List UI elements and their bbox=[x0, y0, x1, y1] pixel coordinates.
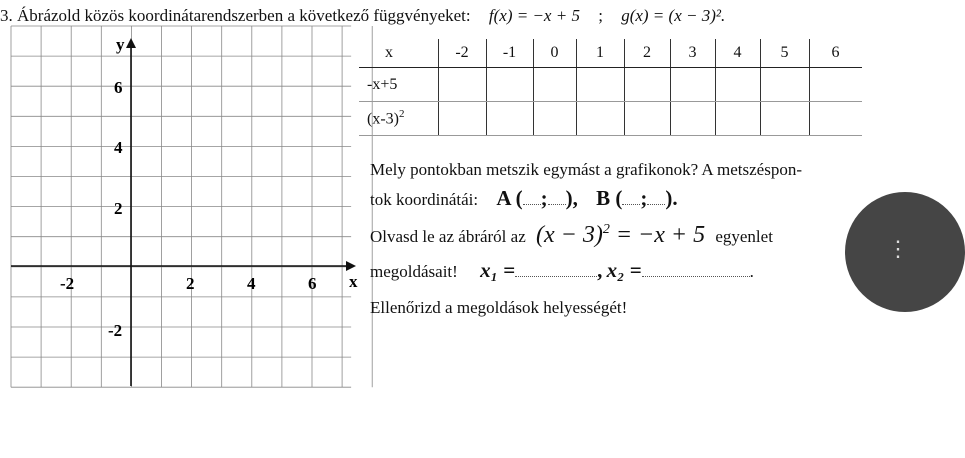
table-cell[interactable] bbox=[809, 102, 862, 136]
equation-rest: = −x + 5 bbox=[609, 222, 706, 248]
table-cell[interactable] bbox=[624, 102, 670, 136]
x1-label: x₁ = bbox=[480, 258, 516, 282]
coords-prefix: tok koordinátái: bbox=[370, 190, 479, 209]
question-line-5: Ellenőrizd a megoldások helyességét! bbox=[370, 298, 628, 317]
table-cell[interactable] bbox=[533, 102, 576, 136]
answer-a-x[interactable] bbox=[523, 188, 541, 205]
question-line-3 bbox=[370, 222, 773, 249]
x-tick-label: 2 bbox=[186, 274, 195, 293]
x2-answer[interactable] bbox=[642, 260, 750, 277]
answer-b-y[interactable] bbox=[647, 188, 665, 205]
table-cell[interactable] bbox=[760, 102, 809, 136]
table-cell[interactable] bbox=[438, 102, 486, 136]
table-x-value: 0 bbox=[533, 39, 576, 68]
table-cell[interactable] bbox=[486, 68, 533, 102]
table-x-value: 3 bbox=[670, 39, 715, 68]
table-x-value: -1 bbox=[486, 39, 533, 68]
table-cell[interactable] bbox=[760, 68, 809, 102]
x-axis-arrow-icon bbox=[346, 261, 356, 271]
task-separator: ; bbox=[598, 6, 603, 25]
table-x-value: 1 bbox=[576, 39, 624, 68]
f-definition: f(x) = −x + 5 bbox=[488, 6, 580, 25]
answer-a-y[interactable] bbox=[548, 188, 566, 205]
equation-base: (x − 3) bbox=[536, 222, 603, 248]
table-x-value: 6 bbox=[809, 39, 862, 68]
question-line-2 bbox=[370, 186, 678, 211]
table-cell[interactable] bbox=[715, 102, 760, 136]
table-row-f bbox=[359, 68, 862, 102]
value-table bbox=[359, 39, 862, 136]
table-header-row bbox=[359, 39, 862, 68]
table-x-value: 4 bbox=[715, 39, 760, 68]
question-line-4 bbox=[370, 258, 754, 283]
point-b-open: B ( bbox=[596, 186, 623, 210]
equation bbox=[536, 222, 705, 248]
table-cell[interactable] bbox=[533, 68, 576, 102]
table-cell[interactable] bbox=[624, 68, 670, 102]
y-tick-label: 2 bbox=[114, 199, 123, 218]
more-icon: ⋮ bbox=[887, 236, 909, 261]
row-label-f: -x+5 bbox=[359, 68, 438, 102]
equation-exponent: 2 bbox=[602, 222, 610, 237]
x-axis-label: x bbox=[349, 272, 358, 291]
grid-lines bbox=[11, 26, 372, 387]
g-definition: g(x) = (x − 3)². bbox=[621, 6, 726, 25]
solutions-prefix: megoldásait! bbox=[370, 262, 458, 281]
x-tick-label: 6 bbox=[308, 274, 317, 293]
y-axis-label: y bbox=[116, 35, 125, 54]
question-line-1: Mely pontokban metszik egymást a grafikonok? A metszéspon- bbox=[370, 160, 802, 179]
table-cell[interactable] bbox=[670, 102, 715, 136]
x2-label: x₂ = bbox=[606, 258, 642, 282]
row-label-g bbox=[359, 102, 438, 136]
x-tick-label: 4 bbox=[247, 274, 256, 293]
floating-action-button[interactable] bbox=[845, 192, 965, 312]
row-label-g-base: (x-3) bbox=[367, 110, 399, 128]
table-cell[interactable] bbox=[576, 102, 624, 136]
x-tick-label: -2 bbox=[60, 274, 75, 293]
y-tick-label: 6 bbox=[114, 78, 123, 97]
point-b-close: ). bbox=[665, 186, 678, 210]
equation-prefix: Olvasd le az ábráról az bbox=[370, 227, 526, 246]
point-a-close: ), bbox=[565, 186, 578, 210]
answer-b-x[interactable] bbox=[622, 188, 640, 205]
point-a-open: A ( bbox=[496, 186, 523, 210]
x1-answer[interactable] bbox=[515, 260, 597, 277]
table-cell[interactable] bbox=[715, 68, 760, 102]
coordinate-grid[interactable] bbox=[0, 0, 360, 390]
table-cell[interactable] bbox=[809, 68, 862, 102]
equation-suffix: egyenlet bbox=[715, 227, 773, 246]
table-cell[interactable] bbox=[670, 68, 715, 102]
table-cell[interactable] bbox=[576, 68, 624, 102]
table-cell[interactable] bbox=[486, 102, 533, 136]
y-tick-label: -2 bbox=[108, 321, 123, 340]
point-b-semicolon: ; bbox=[640, 186, 648, 210]
task-text: 3. Ábrázold közös koordinátarendszerben a következő függvényeket: bbox=[0, 6, 471, 25]
row-label-g-exponent: 2 bbox=[398, 108, 405, 121]
solutions-period: . bbox=[749, 262, 754, 281]
point-a-semicolon: ; bbox=[540, 186, 548, 210]
table-x-value: -2 bbox=[438, 39, 486, 68]
table-x-value: 2 bbox=[624, 39, 670, 68]
table-row-g bbox=[359, 102, 862, 136]
y-tick-label: 4 bbox=[114, 138, 123, 157]
table-header-x: x bbox=[359, 39, 438, 68]
table-x-value: 5 bbox=[760, 39, 809, 68]
y-axis-arrow-icon bbox=[126, 38, 136, 48]
solutions-comma: , bbox=[597, 258, 603, 282]
table-cell[interactable] bbox=[438, 68, 486, 102]
